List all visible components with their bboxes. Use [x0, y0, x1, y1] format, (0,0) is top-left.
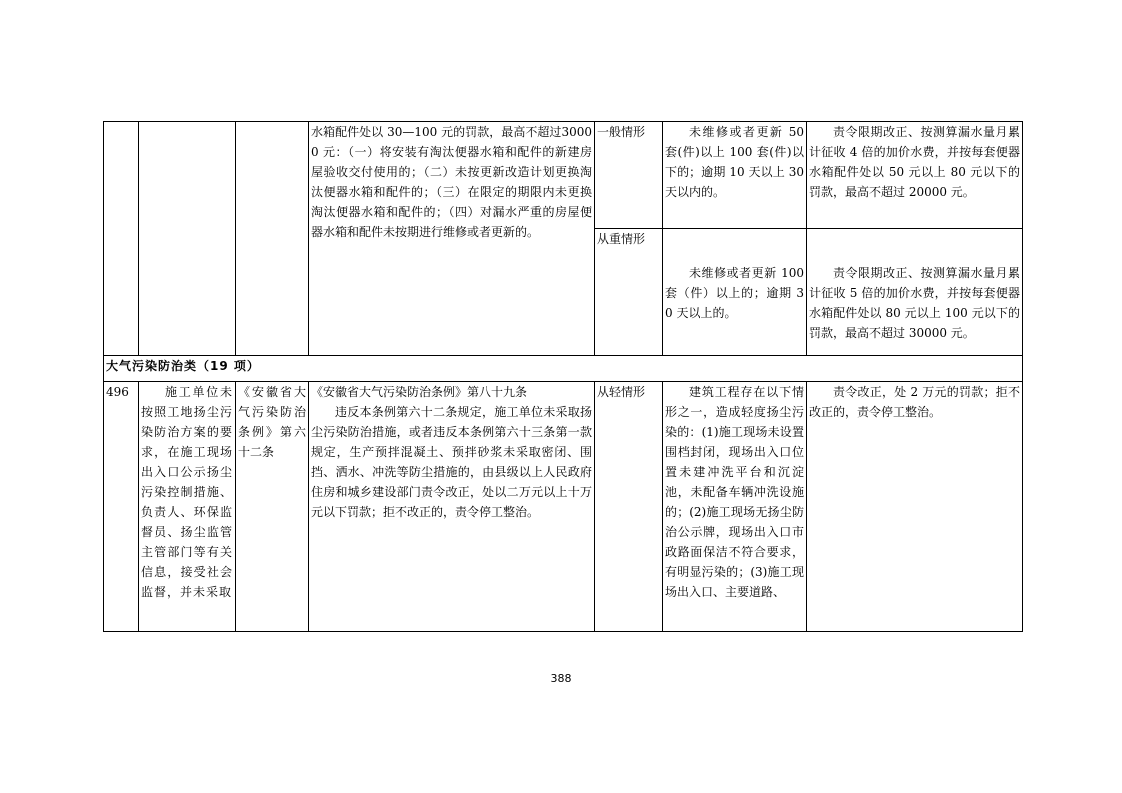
- section-row: [104, 356, 1023, 382]
- cell-condition-general: 未维修或者更新 50 套(件)以上 100 套(件)以下的；逾期 10 天以上 30 天以内的。: [663, 122, 807, 229]
- provision-text: 违反本条例第六十二条规定，施工单位未采取扬尘污染防治措施，或者违反本条例第六十三条第一款规定，生产预拌混凝土、预拌砂浆未采取密闭、围挡、洒水、冲洗等防尘措施的，由县级以上人民政府住房和城乡建设部门责令改正，处以二万元以上十万元以下罚款；拒不改正的，责令停工整治。: [311, 405, 592, 519]
- cell-violation: 施工单位未按照工地扬尘污染防治方案的要求，在施工现场出入口公示扬尘污染控制措施、负责人、环保监督员、扬尘监管主管部门等有关信息，接受社会监督，并未采取: [139, 382, 236, 632]
- cell-provision: [309, 382, 595, 632]
- cell-basis-empty: [236, 122, 309, 356]
- page-number: 388: [550, 672, 572, 685]
- table-row: [104, 382, 1023, 632]
- cell-condition-severe: 未维修或者更新 100 套（件）以上的；逾期 30 天以上的。: [663, 229, 807, 356]
- table-row: [104, 122, 1023, 229]
- cell-standard-severe: 责令限期改正、按测算漏水量月累计征收 5 倍的加价水费，并按每套便器水箱配件处以 80 元以上 100 元以下的罚款，最高不超过 30000 元。: [807, 229, 1023, 356]
- cell-circumstance: 从轻情形: [595, 382, 663, 632]
- cell-number-empty: [104, 122, 139, 356]
- cell-basis: 《安徽省大气污染防治条例》第六十二条: [236, 382, 309, 632]
- cell-number: 496: [104, 382, 139, 632]
- section-title: 大气污染防治类（19 项）: [104, 356, 1023, 382]
- cell-circumstance-severe: 从重情形: [595, 229, 663, 356]
- cell-violation-empty: [139, 122, 236, 356]
- cell-standard-general: 责令限期改正、按测算漏水量月累计征收 4 倍的加价水费，并按每套便器水箱配件处以 50 元以上 80 元以下的罚款，最高不超过 20000 元。: [807, 122, 1023, 229]
- cell-condition: 建筑工程存在以下情形之一，造成轻度扬尘污染的：(1)施工现场未设置围档封闭，现场出入口位置未建冲洗平台和沉淀池，未配备车辆冲洗设施的；(2)施工现场无扬尘防治公示牌，现场出入口市政路面保洁不符合要求，有明显污染的；(3)施工现场出入口、主要道路、: [663, 382, 807, 632]
- cell-provision-text: 水箱配件处以 30—100 元的罚款，最高不超过30000 元：（一）将安装有淘汰便器水箱和配件的新建房屋验收交付使用的；（二）未按更新改造计划更换淘汰便器水箱和配件的；（三）在限定的期限内未更换淘汰便器水箱和配件的；（四）对漏水严重的房屋便器水箱和配件未按期进行维修或者更新的。: [309, 122, 595, 356]
- provision-title: 《安徽省大气污染防治条例》第八十九条: [311, 385, 528, 399]
- cell-circumstance-general: 一般情形: [595, 122, 663, 229]
- penalty-standards-table: [103, 121, 1023, 632]
- cell-standard: 责令改正，处 2 万元的罚款；拒不改正的，责令停工整治。: [807, 382, 1023, 632]
